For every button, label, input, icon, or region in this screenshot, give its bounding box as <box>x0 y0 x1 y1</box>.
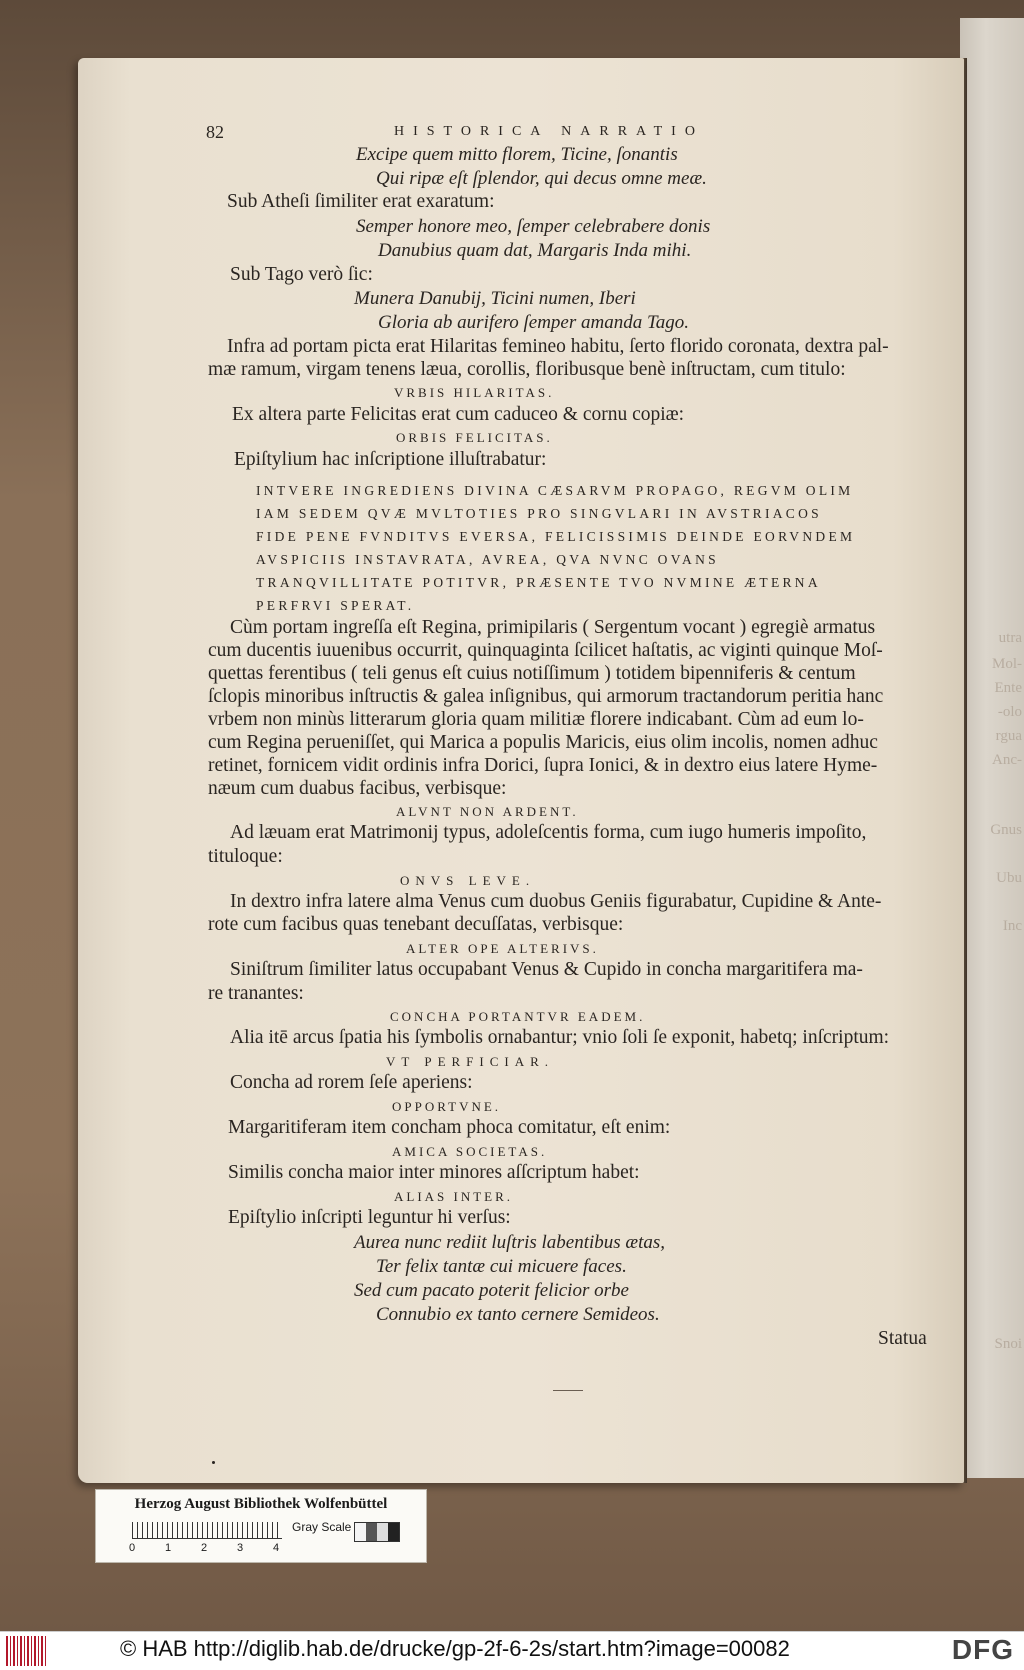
gray-scale-label: Gray Scale <box>292 1520 352 1534</box>
verse-line: Sed cum pacato poterit felicior orbe <box>354 1280 629 1301</box>
running-head: HISTORICA NARRATIO <box>394 124 704 139</box>
verse-line: Semper honore meo, ſemper celebrabere donis <box>356 216 711 237</box>
inscription-line: FIDE PENE FVNDITVS EVERSA, FELICISSIMIS DEINDE EORVNDEM <box>256 529 856 544</box>
text-line: Sub Atheſi ſimiliter erat exaratum: <box>227 191 495 212</box>
motto: AMICA SOCIETAS. <box>392 1144 548 1159</box>
page-text <box>78 58 964 1483</box>
text-line: Ad læuam erat Matrimonij typus, adoleſcentis forma, cum iugo humeris impoſito, <box>230 822 867 843</box>
gray-scale-swatches <box>354 1522 400 1542</box>
verse-line: Connubio ex tanto cernere Semideos. <box>376 1304 660 1325</box>
text-line: Infra ad portam picta erat Hilaritas femineo habitu, ſerto florido coronata, dextra pal- <box>227 336 889 357</box>
motto: OPPORTVNE. <box>392 1099 502 1114</box>
facing-page-edge <box>960 18 1024 1478</box>
text-line: Similis concha maior inter minores aſſcriptum habet: <box>228 1162 640 1183</box>
library-color-card <box>95 1489 427 1563</box>
facing-page-fragment: -olo <box>997 704 1022 720</box>
source-credit[interactable]: © HAB http://diglib.hab.de/drucke/gp-2f-6-2s/start.htm?image=00082 <box>120 1636 790 1661</box>
text-line: Siniſtrum ſimiliter latus occupabant Venus & Cupido in concha margaritifera ma- <box>230 959 863 980</box>
text-line: Epiſtylio inſcripti leguntur hi verſus: <box>228 1207 511 1228</box>
print-mark <box>553 1390 583 1391</box>
scale-number: 3 <box>237 1542 244 1554</box>
scale-number: 1 <box>165 1542 172 1554</box>
facing-page-fragment: Mol- <box>992 656 1022 672</box>
facing-page-fragment: utra <box>998 630 1022 646</box>
facing-page-fragment: Gnus <box>990 822 1022 838</box>
library-name: Herzog August Bibliothek Wolfenbüttel <box>134 1496 388 1512</box>
motto: ONVS LEVE. <box>400 873 536 888</box>
text-line: Concha ad rorem ſeſe aperiens: <box>230 1072 473 1093</box>
text-line: ſclopis minoribus inſtructis & galea inſignibus, qui armorum tractandorum peritia hanc <box>208 686 884 707</box>
catchword: Statua <box>878 1328 927 1349</box>
inscription-line: IAM SEDEM QVÆ MVLTOTIES PRO SINGVLARI IN AVSTRIACOS <box>256 506 822 521</box>
facing-page-fragment: Snoi <box>994 1336 1022 1352</box>
scale-number: 4 <box>273 1542 280 1554</box>
text-line: Cùm portam ingreſſa eſt Regina, primipilaris ( Sergentum vocant ) egregiè armatus <box>230 617 876 638</box>
text-line: Ex altera parte Felicitas erat cum caduceo & cornu copiæ: <box>232 404 685 425</box>
text-line: retinet, fornicem vidit ordinis infra Dorici, ſupra Ionici, & in dextro eius latere Hyme- <box>208 755 878 776</box>
verse-line: Qui ripæ eſt ſplendor, qui decus omne meæ. <box>376 168 707 189</box>
dfg-logo: DFG <box>951 1634 1014 1665</box>
motto: ALVNT NON ARDENT. <box>396 804 579 819</box>
page-number: 82 <box>206 122 224 142</box>
scale-number: 0 <box>129 1542 136 1554</box>
text-line: næum cum duabus facibus, verbisque: <box>208 778 507 799</box>
text-line: Margaritiferam item concham phoca comitatur, eſt enim: <box>228 1117 671 1138</box>
text-line: rote cum facibus quas tenebant decuſſatas, verbisque: <box>208 914 624 935</box>
motto: ALTER OPE ALTERIVS. <box>406 941 599 956</box>
text-line: re tranantes: <box>208 983 304 1004</box>
motto: ALIAS INTER. <box>394 1189 514 1204</box>
motto: VT PERFICIAR. <box>386 1054 555 1069</box>
verse-line: Excipe quem mitto florem, Ticine, ſonantis <box>356 144 678 165</box>
text-line: cum Regina perueniſſet, qui Marica a populis Maricis, eius olim incolis, nomen adhuc <box>208 732 878 753</box>
inscription-line: AVSPICIIS INSTAVRATA, AVREA, QVA NVNC OVANS <box>256 552 719 567</box>
inscription-line: PERFRVI SPERAT. <box>256 598 415 613</box>
verse-line: Aurea nunc rediit luſtris labentibus ætas, <box>354 1232 666 1253</box>
print-mark <box>212 1461 215 1464</box>
footer-bar <box>0 1631 1024 1670</box>
text-line: cum ducentis iuuenibus occurrit, quinquaginta ſcilicet haſtatis, ac viginti quinque Moſ- <box>208 640 883 661</box>
facing-page-fragment: Anc- <box>992 752 1022 768</box>
verse-line: Danubius quam dat, Margaris Inda mihi. <box>378 240 692 261</box>
facing-page-fragment: Inc <box>1002 918 1022 934</box>
verse-line: Ter felix tantæ cui micuere faces. <box>376 1256 627 1277</box>
text-line: tituloque: <box>208 846 283 867</box>
facing-page-fragment: Ente <box>994 680 1022 696</box>
inscription-line: TRANQVILLITATE POTITVR, PRÆSENTE TVO NVMINE ÆTERNA <box>256 575 821 590</box>
facing-page-fragment: rgua <box>995 728 1022 744</box>
verse-line: Gloria ab aurifero ſemper amanda Tago. <box>378 312 690 333</box>
verse-line: Munera Danubij, Ticini numen, Iberi <box>354 288 636 309</box>
text-line: vrbem non minùs litterarum gloria quam militiæ florere indicabant. Cùm ad eum lo- <box>208 709 864 730</box>
facing-page-fragment: Ubu <box>996 870 1022 886</box>
text-line: quettas ferentibus ( teli genus eſt cuius notiſſimum ) totidem bipenniferis & centum <box>208 663 856 684</box>
hab-logo-icon <box>6 1636 48 1666</box>
text-line: mæ ramum, virgam tenens læua, corollis, floribusque benè inſtructam, cum titulo: <box>208 359 846 380</box>
text-line: In dextro infra latere alma Venus cum duobus Geniis figurabatur, Cupidine & Ante- <box>230 891 882 912</box>
motto: CONCHA PORTANTVR EADEM. <box>390 1009 646 1024</box>
text-line: Sub Tago verò ſic: <box>230 264 373 285</box>
book-page <box>78 58 964 1483</box>
scale-ruler <box>132 1522 282 1539</box>
motto: VRBIS HILARITAS. <box>394 385 555 400</box>
text-line: Alia itē arcus ſpatia his ſymbolis ornabantur; vnio ſoli ſe exponit, habetq; inſcriptum: <box>230 1027 890 1048</box>
motto: ORBIS FELICITAS. <box>396 430 553 445</box>
text-line: Epiſtylium hac inſcriptione illuſtrabatur: <box>234 449 547 470</box>
inscription-line: INTVERE INGREDIENS DIVINA CÆSARVM PROPAGO, REGVM OLIM <box>256 483 854 498</box>
scale-number: 2 <box>201 1542 208 1554</box>
